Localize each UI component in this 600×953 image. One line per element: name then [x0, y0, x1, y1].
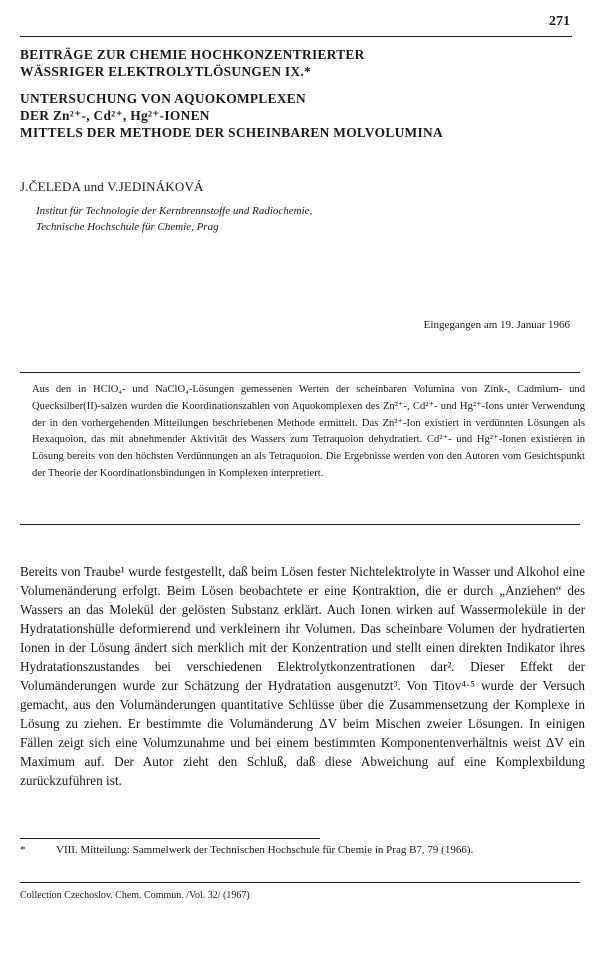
header-rule [20, 36, 572, 37]
article-title [20, 46, 580, 141]
authors: J.ČELEDA und V.JEDINÁKOVÁ [20, 179, 204, 194]
subtitle-line: DER Zn²⁺-, Cd²⁺, Hg²⁺-IONEN [20, 108, 210, 123]
title-line: BEITRÄGE ZUR CHEMIE HOCHKONZENTRIERTER [20, 47, 365, 62]
abstract-top-rule [20, 372, 580, 373]
body-paragraph: Bereits von Traube¹ wurde festgestellt, daß beim Lösen fester Nichtelektrolyte in Wasser und Alkohol eine Volumenänderung erfolgt. Beim Lösen beobachtete er eine Kontraktion, die er durch „Anziehen“ des Wassers an das Molekül der gelösten Substanz erklärt. Auch Ionen wirken auf Wassermoleküle in der Hydratationshülle deformierend und verkleinern ihr Volumen. Das scheinbare Volumen der hydratierten Ionen in der Lösung ändert sich merklich mit der Konzentration und stellt einen direkten Indikator ihres Hydratationszustandes bei verschiedenen Elektrolytkonzentrationen dar². Dieser Effekt der Volumänderungen wurde zur Schätzung der Hydratation ausgenutzt³. Von Titov⁴·⁵ wurde der Versuch gemacht, aus den Volumänderungen quantitative Schlüsse über die Zusammensetzung der Komplexe in Lösung zu ziehen. Er bestimmte die Volumänderung ΔV beim Mischen zweier Lösungen. In einigen Fällen zeigt sich eine Volumzunahme und bei einem bestimmten Komponentenverhältnis weist ΔV ein Maximum auf. Der Autor zieht den Schluß, daß diese Abweichung auf eine Komplexbildung zurückzuführen ist. [20, 564, 585, 788]
footnote-rule [20, 838, 320, 839]
page-number: 271 [549, 14, 570, 29]
abstract-bottom-rule [20, 524, 580, 525]
subtitle-line: UNTERSUCHUNG VON AQUOKOMPLEXEN [20, 91, 306, 106]
affiliation-line: Technische Hochschule für Chemie, Prag [36, 221, 219, 233]
footnote [20, 843, 585, 858]
title-line: WÄSSRIGER ELEKTROLYTLÖSUNGEN IX.* [20, 64, 312, 79]
abstract: Aus den in HClO₄- und NaClO₄-Lösungen gemessenen Werten der scheinbaren Volumina von Zink-, Cadmium- und Quecksilber(II)-salzen wurden die Koordinationszahlen von Aquokomplexen des Zn²⁺-, Cd²⁺- und Hg²⁺-Ions unter Verwendung der in den vorhergehenden Mitteilungen beschriebenen Methode ermittelt. Das Zn²⁺-Ion existiert in verdünnten Lösungen als Hexaquoion, das mit abnehmender Aktivität des Wassers zum Tetraquoion dehydratiert. Cd²⁺- und Hg²⁺-Ionen existieren in Lösung bereits von den höchsten Verdünnungen an als Tetraquoion. Die Ergebnisse werden von den Autoren vom Gesichtspunkt der Theorie der Koordinationsbindungen in Komplexen interpretiert. [32, 384, 585, 479]
journal-citation: Collection Czechoslov. Chem. Commun. /Vol. 32/ (1967) [20, 890, 250, 901]
footnote-mark: * [20, 844, 26, 856]
affiliation [36, 203, 312, 235]
footnote-text: VIII. Mitteilung: Sammelwerk der Technischen Hochschule für Chemie in Prag B7, 79 (1966). [56, 844, 474, 856]
footer-rule [20, 882, 580, 883]
received-date: Eingegangen am 19. Januar 1966 [423, 319, 570, 331]
affiliation-line: Institut für Technologie der Kernbrennstoffe und Radiochemie, [36, 205, 313, 217]
subtitle-line: MITTELS DER METHODE DER SCHEINBAREN MOLVOLUMINA [20, 125, 443, 140]
